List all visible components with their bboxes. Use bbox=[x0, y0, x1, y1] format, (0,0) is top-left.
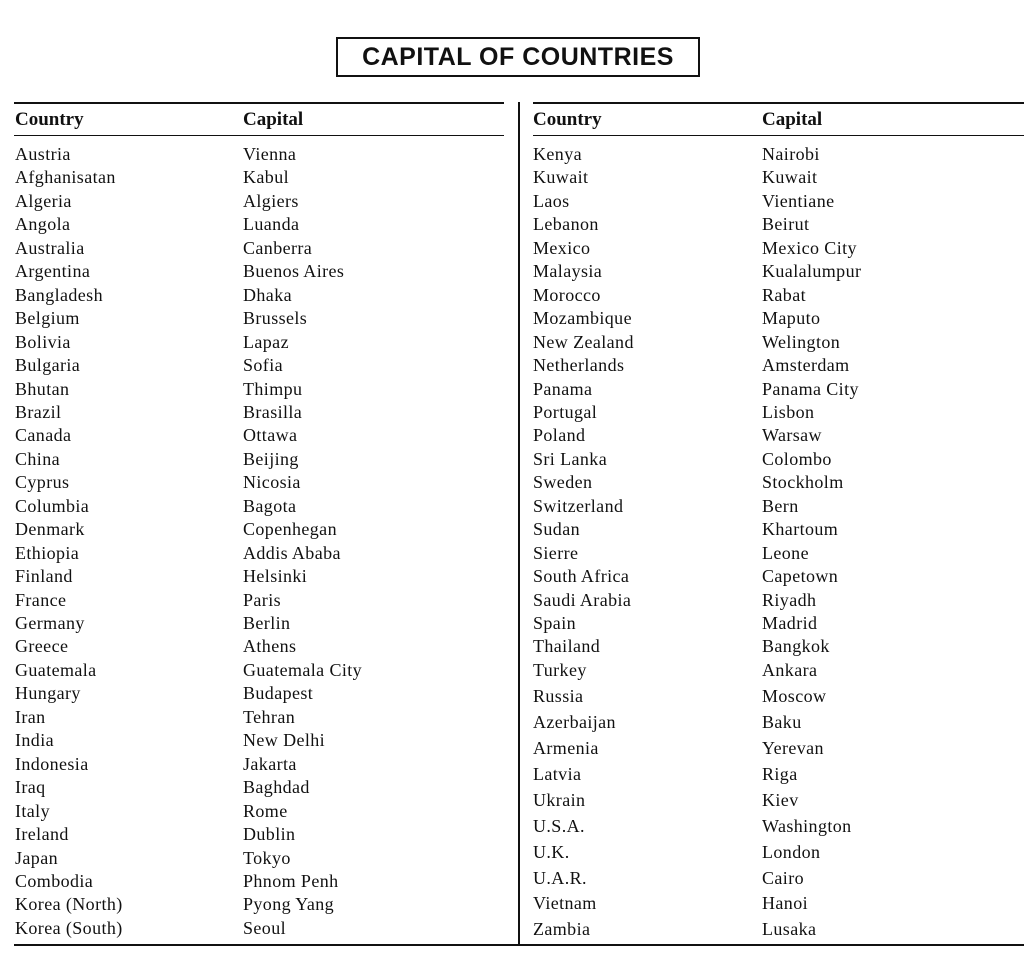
country-cell: Bhutan bbox=[15, 378, 70, 399]
capital-cell: Bagota bbox=[243, 495, 297, 516]
capital-cell: Kualalumpur bbox=[762, 261, 862, 282]
country-cell: Kenya bbox=[533, 144, 582, 164]
capital-cell: Beijing bbox=[243, 448, 299, 469]
capital-cell: Leone bbox=[762, 542, 809, 563]
capital-cell: Lapaz bbox=[243, 331, 289, 352]
capital-cell: Paris bbox=[243, 589, 281, 610]
country-cell: Iraq bbox=[15, 777, 46, 798]
capital-cell: Colombo bbox=[762, 448, 832, 469]
capital-cell: Hanoi bbox=[762, 893, 808, 914]
country-cell: Ethiopia bbox=[15, 542, 80, 563]
capital-cell: Ankara bbox=[762, 659, 818, 680]
country-cell: Ireland bbox=[15, 824, 69, 845]
capital-cell: Brasilla bbox=[243, 401, 303, 422]
capital-cell: Kiev bbox=[762, 789, 799, 810]
country-cell: Guatemala bbox=[15, 659, 97, 680]
country-cell: Saudi Arabia bbox=[533, 589, 632, 610]
capital-cell: New Delhi bbox=[243, 730, 326, 751]
country-cell: Sri Lanka bbox=[533, 448, 608, 469]
capital-cell: Sofia bbox=[243, 355, 283, 376]
country-cell: Sierre bbox=[533, 542, 579, 563]
column-divider bbox=[518, 102, 520, 944]
country-cell: Latvia bbox=[533, 763, 582, 784]
country-cell: Angola bbox=[15, 214, 71, 235]
country-cell: Argentina bbox=[15, 261, 91, 282]
country-cell: Lebanon bbox=[533, 214, 599, 235]
capital-cell: Washington bbox=[762, 815, 852, 836]
capital-cell: Capetown bbox=[762, 566, 839, 587]
country-cell: Germany bbox=[15, 613, 85, 633]
capital-cell: Tokyo bbox=[243, 847, 291, 868]
country-cell: Ukrain bbox=[533, 789, 586, 810]
country-cell: Indonesia bbox=[15, 753, 89, 774]
country-cell: Portugal bbox=[533, 401, 598, 422]
capital-cell: Lusaka bbox=[762, 919, 817, 940]
capital-cell: Welington bbox=[762, 331, 841, 352]
country-cell: Mozambique bbox=[533, 308, 632, 329]
country-cell: South Africa bbox=[533, 566, 630, 587]
country-cell: Mexico bbox=[533, 237, 591, 258]
country-cell: Austria bbox=[15, 144, 71, 164]
capital-cell: Copenhegan bbox=[243, 519, 337, 540]
country-cell: U.A.R. bbox=[533, 867, 587, 888]
country-cell: Spain bbox=[533, 613, 577, 633]
capital-cell: Helsinki bbox=[243, 566, 308, 587]
capital-cell: Cairo bbox=[762, 867, 804, 888]
capital-cell: Madrid bbox=[762, 613, 818, 633]
capital-cell: Seoul bbox=[243, 917, 287, 938]
country-cell: Cyprus bbox=[15, 472, 70, 493]
capital-cell: Dublin bbox=[243, 824, 296, 845]
country-cell: Sudan bbox=[533, 519, 580, 540]
capital-cell: Baghdad bbox=[243, 777, 310, 798]
right-country-header: Country bbox=[533, 109, 602, 130]
country-cell: Finland bbox=[15, 566, 73, 587]
capital-cell: Algiers bbox=[243, 190, 299, 211]
country-cell: India bbox=[15, 730, 54, 751]
capital-cell: Addis Ababa bbox=[243, 542, 341, 563]
country-cell: Columbia bbox=[15, 495, 90, 516]
country-cell: U.S.A. bbox=[533, 815, 585, 836]
capital-cell: Moscow bbox=[762, 685, 827, 706]
country-cell: Switzerland bbox=[533, 495, 624, 516]
country-cell: Thailand bbox=[533, 636, 601, 657]
capital-cell: Warsaw bbox=[762, 425, 822, 446]
country-cell: U.K. bbox=[533, 841, 570, 862]
country-cell: Afghanisatan bbox=[15, 167, 116, 188]
country-cell: China bbox=[15, 448, 60, 469]
capital-cell: Phnom Penh bbox=[243, 870, 339, 891]
country-cell: Azerbaijan bbox=[533, 711, 616, 732]
capital-cell: Kuwait bbox=[762, 167, 818, 188]
country-cell: Morocco bbox=[533, 284, 601, 305]
capital-cell: Nairobi bbox=[762, 144, 820, 164]
country-cell: Sweden bbox=[533, 472, 593, 493]
capital-cell: London bbox=[762, 841, 821, 862]
country-cell: Iran bbox=[15, 706, 46, 727]
right-capital-header: Capital bbox=[762, 109, 823, 130]
country-cell: Belgium bbox=[15, 308, 80, 329]
bottom-rule bbox=[14, 944, 1024, 946]
capital-cell: Thimpu bbox=[243, 378, 303, 399]
country-cell: Australia bbox=[15, 237, 85, 258]
country-cell: Netherlands bbox=[533, 355, 625, 376]
capital-cell: Pyong Yang bbox=[243, 894, 335, 915]
country-cell: Brazil bbox=[15, 401, 62, 422]
capital-cell: Vienna bbox=[243, 144, 297, 164]
capital-cell: Guatemala City bbox=[243, 659, 363, 680]
capital-cell: Yerevan bbox=[762, 737, 824, 758]
capital-cell: Luanda bbox=[243, 214, 300, 235]
left-header-rule bbox=[14, 135, 504, 136]
capital-cell: Dhaka bbox=[243, 284, 292, 305]
country-cell: Armenia bbox=[533, 737, 599, 758]
capital-cell: Baku bbox=[762, 711, 802, 732]
capital-cell: Buenos Aires bbox=[243, 261, 345, 282]
capital-cell: Brussels bbox=[243, 308, 308, 329]
country-cell: Turkey bbox=[533, 659, 587, 680]
right-header-rule bbox=[533, 135, 1024, 136]
capital-cell: Budapest bbox=[243, 683, 314, 704]
left-country-header: Country bbox=[15, 109, 84, 130]
country-cell: New Zealand bbox=[533, 331, 634, 352]
capital-cell: Bangkok bbox=[762, 636, 830, 657]
country-cell: Algeria bbox=[15, 190, 72, 211]
capital-cell: Rome bbox=[243, 800, 288, 821]
country-cell: Hungary bbox=[15, 683, 81, 704]
capital-cell: Berlin bbox=[243, 613, 291, 633]
country-cell: France bbox=[15, 589, 67, 610]
country-cell: Combodia bbox=[15, 870, 94, 891]
country-cell: Malaysia bbox=[533, 261, 603, 282]
capital-cell: Riga bbox=[762, 763, 798, 784]
capital-cell: Stockholm bbox=[762, 472, 844, 493]
country-cell: Kuwait bbox=[533, 167, 589, 188]
capital-cell: Nicosia bbox=[243, 472, 301, 493]
country-cell: Denmark bbox=[15, 519, 85, 540]
capital-cell: Amsterdam bbox=[762, 355, 850, 376]
country-cell: Bolivia bbox=[15, 331, 71, 352]
country-cell: Korea (South) bbox=[15, 917, 123, 938]
capital-cell: Jakarta bbox=[243, 753, 297, 774]
country-cell: Laos bbox=[533, 190, 570, 211]
country-cell: Greece bbox=[15, 636, 69, 657]
capital-cell: Rabat bbox=[762, 284, 806, 305]
right-table-top-rule bbox=[533, 102, 1024, 104]
country-cell: Bulgaria bbox=[15, 355, 81, 376]
capital-cell: Maputo bbox=[762, 308, 821, 329]
capital-cell: Ottawa bbox=[243, 425, 298, 446]
country-cell: Panama bbox=[533, 378, 593, 399]
left-capital-header: Capital bbox=[243, 109, 304, 130]
capital-cell: Mexico City bbox=[762, 237, 857, 258]
capital-cell: Athens bbox=[243, 636, 297, 657]
capital-cell: Bern bbox=[762, 495, 799, 516]
capital-cell: Kabul bbox=[243, 167, 289, 188]
country-cell: Vietnam bbox=[533, 893, 597, 914]
capital-cell: Khartoum bbox=[762, 519, 839, 540]
capital-cell: Beirut bbox=[762, 214, 810, 235]
capital-cell: Vientiane bbox=[762, 190, 835, 211]
country-cell: Italy bbox=[15, 800, 50, 821]
country-cell: Poland bbox=[533, 425, 586, 446]
country-cell: Russia bbox=[533, 685, 584, 706]
country-cell: Canada bbox=[15, 425, 72, 446]
capital-cell: Canberra bbox=[243, 237, 313, 258]
country-cell: Bangladesh bbox=[15, 284, 103, 305]
country-cell: Korea (North) bbox=[15, 894, 123, 915]
capital-cell: Tehran bbox=[243, 706, 296, 727]
capital-cell: Lisbon bbox=[762, 401, 815, 422]
capital-cell: Riyadh bbox=[762, 589, 817, 610]
country-cell: Japan bbox=[15, 847, 58, 868]
capital-cell: Panama City bbox=[762, 378, 859, 399]
left-table-top-rule bbox=[14, 102, 504, 104]
page-title: CAPITAL OF COUNTRIES bbox=[336, 37, 700, 77]
country-cell: Zambia bbox=[533, 919, 591, 940]
